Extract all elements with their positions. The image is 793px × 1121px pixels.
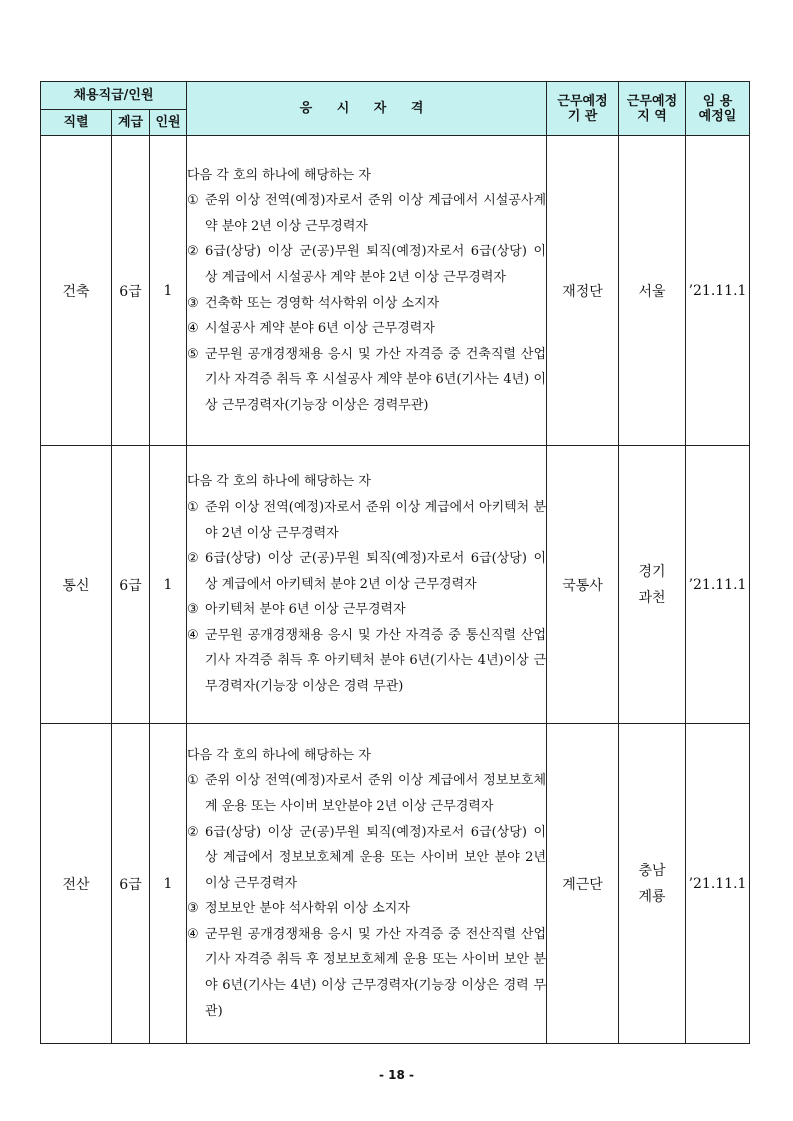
qualification-item: [187, 597, 546, 623]
qualification-item: [187, 188, 546, 239]
org-cell: 국통사: [547, 446, 619, 724]
org-cell: 재정단: [547, 136, 619, 446]
qualification-item: [187, 546, 546, 597]
qualification-cell: [187, 446, 547, 724]
position-cell: 건축: [41, 136, 112, 446]
header-position: 직렬: [41, 110, 112, 136]
header-qualification-label: 응 시 자 격: [299, 101, 434, 116]
item-number: ⑤: [187, 346, 199, 362]
item-text: 6급(상당) 이상 군(공)무원 퇴직(예정)자로서 6급(상당) 이상 계급에서 아키텍처 분야 2년 이상 근무경력자: [205, 551, 547, 592]
qualification-intro: 다음 각 호의 하나에 해당하는 자: [187, 167, 371, 183]
region-cell: [619, 446, 686, 724]
item-number: ③: [187, 295, 199, 311]
item-number: ③: [187, 901, 199, 917]
item-text: 군무원 공개경쟁채용 응시 및 가산 자격증 중 통신직렬 산업기사 자격증 취득 후 아키텍처 분야 6년(기사는 4년)이상 근무경력자(기능장 이상은 경력 무관): [205, 627, 547, 695]
date-cell: ’21.11.1: [686, 724, 750, 1044]
qualification-cell: [187, 136, 547, 446]
header-region-line2: 지 역: [637, 108, 667, 124]
page-number: - 18 -: [378, 1068, 414, 1082]
header-region: [619, 82, 686, 136]
qualification-item: [187, 623, 546, 700]
item-text: 준위 이상 전역(예정)자로서 준위 이상 계급에서 아키텍처 분야 2년 이상 근무경력자: [205, 499, 547, 541]
item-number: ④: [187, 321, 199, 337]
region-line2: 과천: [638, 589, 666, 606]
grade-cell: 6급: [112, 136, 150, 446]
qualification-intro: 다음 각 호의 하나에 해당하는 자: [187, 474, 371, 490]
item-text: 6급(상당) 이상 군(공)무원 퇴직(예정)자로서 6급(상당) 이상 계급에서 시설공사 계약 분야 2년 이상 근무경력자: [205, 244, 547, 285]
header-org: [547, 82, 619, 136]
header-org-line1: 근무예정: [557, 93, 608, 109]
qualification-cell: [187, 724, 547, 1044]
header-qualification: [187, 82, 547, 136]
header-region-line1: 근무예정: [626, 93, 678, 109]
item-text: 아키텍처 분야 6년 이상 근무경력자: [205, 602, 406, 618]
qualification-intro: 다음 각 호의 하나에 해당하는 자: [187, 747, 371, 763]
item-text: 군무원 공개경쟁채용 응시 및 가산 자격증 중 건축직렬 산업기사 자격증 취득 후 시설공사 계약 분야 6년(기사는 4년) 이상 근무경력자(기능장 이상은 경력무관): [205, 346, 547, 413]
header-date: [686, 82, 750, 136]
table-row: [41, 724, 750, 1044]
qualification-item: [187, 342, 546, 419]
qualification-item: [187, 896, 546, 922]
header-date-line1: 임 용: [702, 93, 733, 109]
date-cell: ’21.11.1: [686, 136, 750, 446]
grade-cell: 6급: [112, 724, 150, 1044]
count-cell: 1: [150, 724, 187, 1044]
item-number: ②: [187, 244, 199, 260]
date-cell: ’21.11.1: [686, 446, 750, 724]
region-line1: 충남: [638, 862, 666, 879]
qualification-item: [187, 768, 546, 819]
region-line1: 경기: [638, 563, 666, 580]
item-text: 준위 이상 전역(예정)자로서 준위 이상 계급에서 정보보호체계 운용 또는 사이버 보안분야 2년 이상 근무경력자: [205, 773, 547, 814]
item-text: 시설공사 계약 분야 6년 이상 근무경력자: [205, 321, 435, 337]
qualification-item: [187, 316, 546, 342]
item-text: 준위 이상 전역(예정)자로서 준위 이상 계급에서 시설공사계약 분야 2년 이상 근무경력자: [205, 193, 547, 234]
org-cell: 계근단: [547, 724, 619, 1044]
qualification-item: [187, 922, 546, 1024]
header-org-line2: 기 관: [567, 108, 598, 124]
item-number: ①: [187, 773, 199, 789]
region-cell: [619, 724, 686, 1044]
item-number: ④: [187, 627, 199, 643]
qualification-item: [187, 495, 546, 546]
item-text: 정보보안 분야 석사학위 이상 소지자: [205, 901, 410, 917]
position-cell: 전산: [41, 724, 112, 1044]
region-line2: 계룡: [638, 888, 666, 905]
item-number: ②: [187, 551, 199, 567]
header-grade: 계급: [112, 110, 150, 136]
header-group: 채용직급/인원: [41, 82, 187, 110]
count-cell: 1: [150, 446, 187, 724]
count-cell: 1: [150, 136, 187, 446]
qualification-item: [187, 239, 546, 290]
region-cell: [619, 136, 686, 446]
grade-cell: 6급: [112, 446, 150, 724]
item-text: 6급(상당) 이상 군(공)무원 퇴직(예정)자로서 6급(상당) 이상 계급에서 정보보호체계 운용 또는 사이버 보안 분야 2년 이상 근무경력자: [205, 824, 547, 891]
recruitment-table: [40, 81, 750, 1044]
item-number: ④: [187, 926, 199, 942]
item-text: 건축학 또는 경영학 석사학위 이상 소지자: [205, 295, 440, 311]
header-count: 인원: [150, 110, 187, 136]
table-row: [41, 136, 750, 446]
header-date-line2: 예정일: [698, 108, 737, 124]
item-number: ②: [187, 824, 199, 840]
region-line1: 서울: [638, 283, 666, 300]
table-row: [41, 446, 750, 724]
qualification-item: [187, 291, 546, 317]
item-number: ③: [187, 602, 199, 618]
position-cell: 통신: [41, 446, 112, 724]
item-number: ①: [187, 499, 199, 515]
qualification-item: [187, 820, 546, 897]
item-text: 군무원 공개경쟁채용 응시 및 가산 자격증 중 전산직렬 산업기사 자격증 취득 후 정보보호체계 운용 또는 사이버 보안 분야 6년(기사는 4년) 이상 근무경력자(기능장 이상은 경력 무관): [205, 926, 547, 1019]
item-number: ①: [187, 193, 199, 209]
